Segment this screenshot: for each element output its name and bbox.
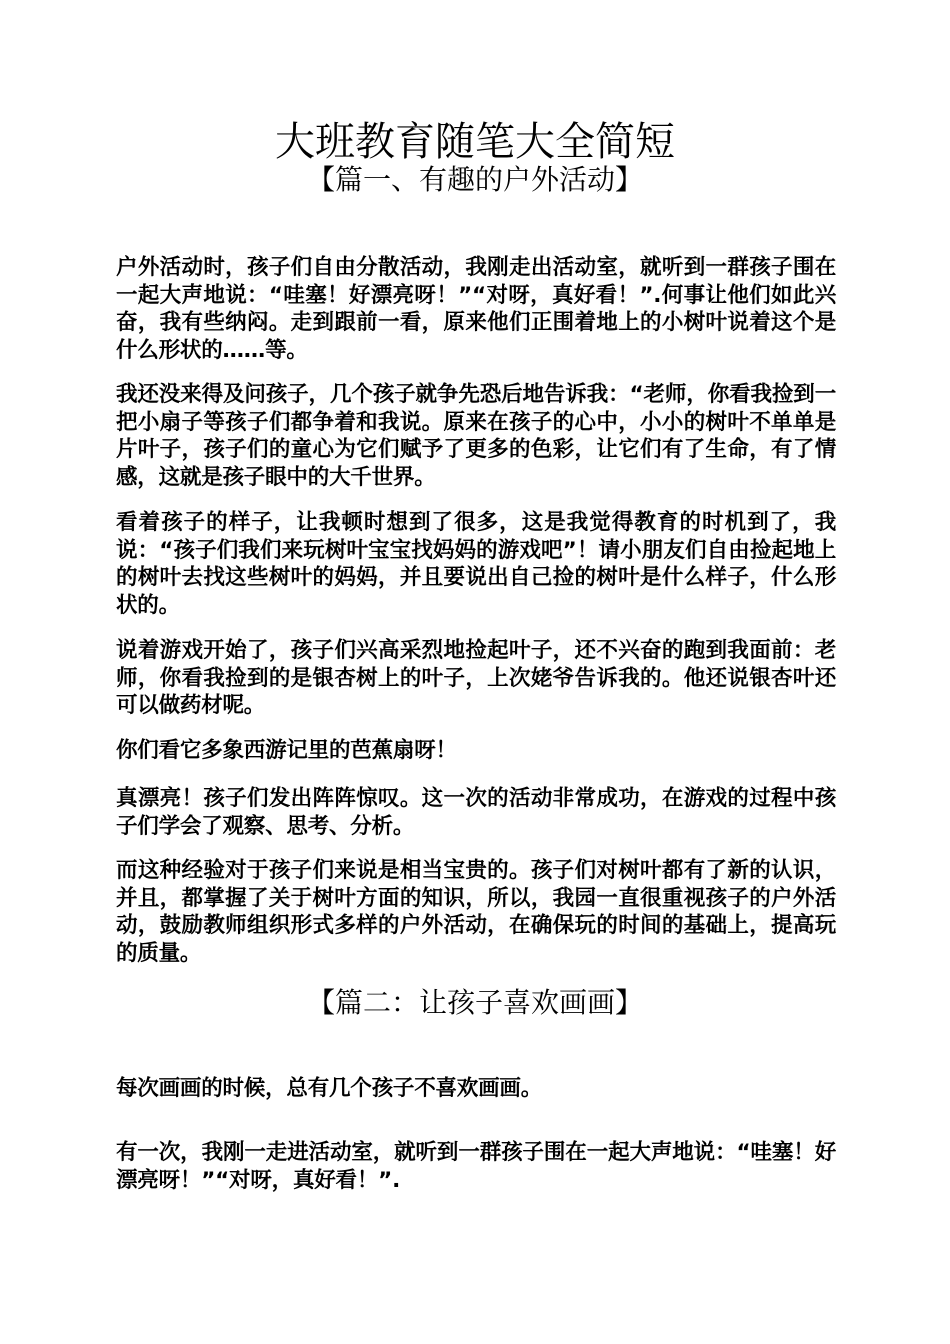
paragraph: 每次画画的时候，总有几个孩子不喜欢画画。 [116,1076,543,1101]
paragraph: 说着游戏开始了，孩子们兴高采烈地捡起叶子，还不兴奋的跑到我面前：老师，你看我捡到的是银杏树上的叶子，上次姥爷告诉我的。他还说银杏叶还可以做药材呢。 [116,638,836,718]
section-heading-1: 【篇一、有趣的户外活动】 [306,163,643,196]
paragraph: 真漂亮！孩子们发出阵阵惊叹。这一次的活动非常成功，在游戏的过程中孩子们学会了观察、思考、分析。 [116,786,836,839]
paragraph: 看着孩子的样子，让我顿时想到了很多，这是我觉得教育的时机到了，我说：“孩子们我们来玩树叶宝宝找妈妈的游戏吧”！请小朋友们自由捡起地上的树叶去找这些树叶的妈妈，并且要说出自己捡的树叶是什么样子，什么形状的。 [116,510,836,618]
paragraph: 我还没来得及问孩子，几个孩子就争先恐后地告诉我：“老师，你看我捡到一把小扇子等孩子们都争着和我说。原来在孩子的心中，小小的树叶不单单是片叶子，孩子们的童心为它们赋予了更多的色彩，让它们有了生命，有了情感，这就是孩子眼中的大千世界。 [116,382,836,490]
paragraph: 户外活动时，孩子们自由分散活动，我刚走出活动室，就听到一群孩子围在一起大声地说：“哇塞！好漂亮呀！”“对呀，真好看！”.何事让他们如此兴奋，我有些纳闷。走到跟前一看，原来他们正围着地上的小树叶说着这个是什么形状的……等。 [116,255,836,363]
document-title: 大班教育随笔大全简短 [275,119,675,165]
paragraph: 而这种经验对于孩子们来说是相当宝贵的。孩子们对树叶都有了新的认识，并且，都掌握了关于树叶方面的知识，所以，我园一直很重视孩子的户外活动，鼓励教师组织形式多样的户外活动，在确保玩的时间的基础上，提高玩的质量。 [116,858,836,966]
paragraph: 有一次，我刚一走进活动室，就听到一群孩子围在一起大声地说：“哇塞！好漂亮呀！”“对呀，真好看！”. [116,1140,836,1193]
section-heading-2: 【篇二：让孩子喜欢画画】 [306,986,643,1019]
paragraph: 你们看它多象西游记里的芭蕉扇呀！ [116,738,457,763]
